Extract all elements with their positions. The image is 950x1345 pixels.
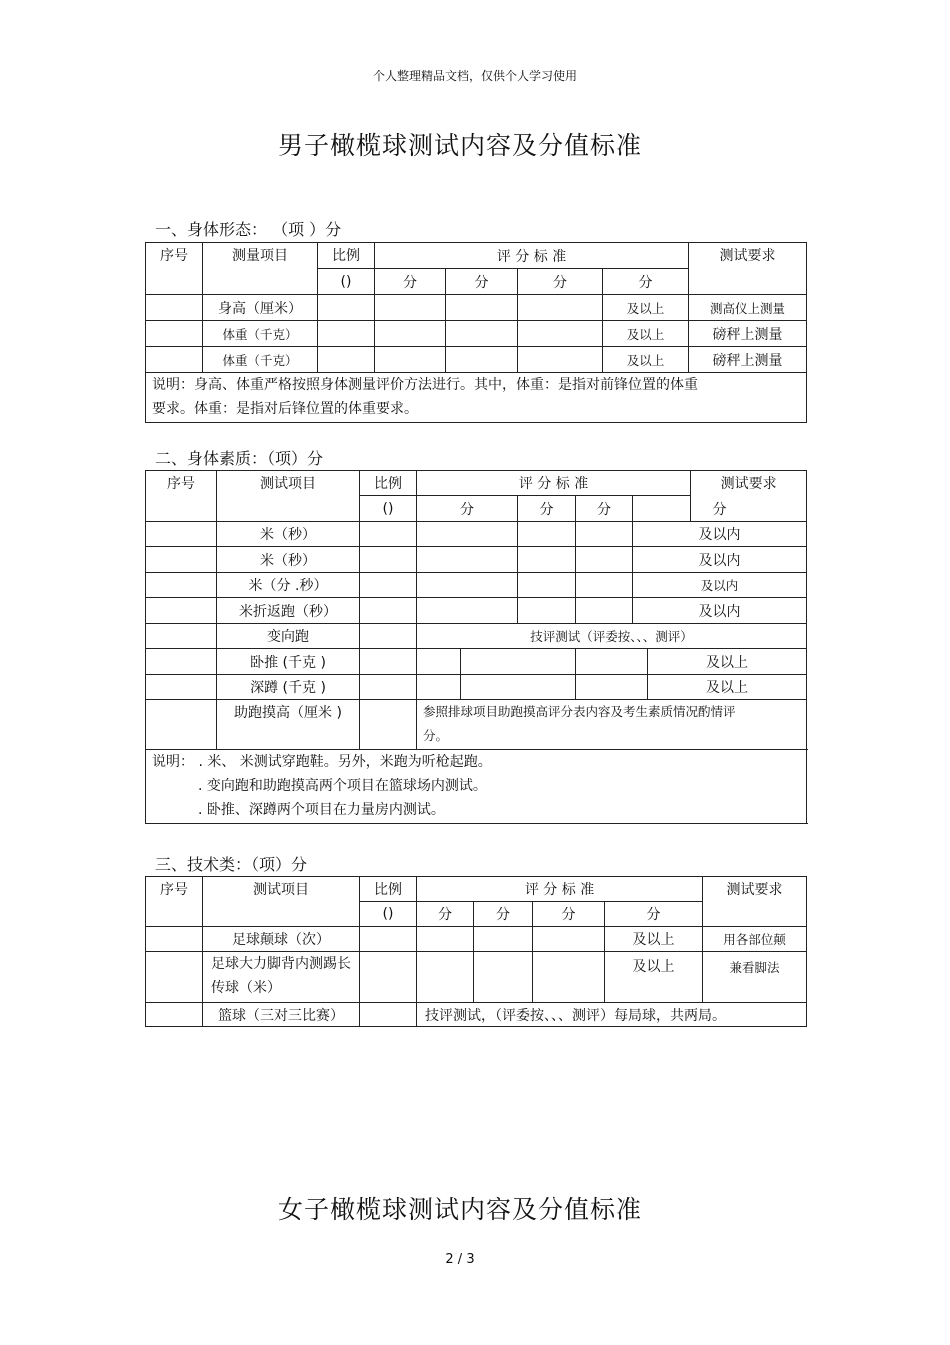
page-number: 2 / 3 xyxy=(445,1252,475,1267)
item-cell: 米（秒） xyxy=(217,522,360,547)
item-cell: 变向跑 xyxy=(217,624,360,649)
header-requirement: 测试要求 xyxy=(691,471,807,522)
header-no: 序号 xyxy=(146,471,217,522)
note-line: . 变向跑和助跑摸高两个项目在篮球场内测试。 xyxy=(198,778,487,794)
item-cell: 米（分 .秒） xyxy=(217,573,360,598)
table-row xyxy=(146,952,807,1003)
header-standard: 评 分 标 准 xyxy=(417,877,703,902)
table-row xyxy=(146,700,807,750)
table-row xyxy=(146,649,807,675)
table-row xyxy=(146,522,807,547)
table-row xyxy=(146,321,807,347)
header-standard: 评 分 标 准 xyxy=(375,243,689,269)
header-score: 分 xyxy=(518,269,603,295)
threshold-cell: 及以上 xyxy=(603,347,689,373)
threshold-cell: 及以内 xyxy=(633,522,807,547)
header-ratio: 比例 xyxy=(360,471,417,496)
item-cell: 足球大力脚背内测踢长传球（米） xyxy=(203,952,360,1003)
threshold-cell: 及以内 xyxy=(633,547,807,573)
header-ratio: 比例 xyxy=(318,243,375,269)
threshold-cell: 及以内 xyxy=(633,573,807,598)
header-item: 测试项目 xyxy=(203,877,360,927)
note-line: 说明：身高、体重严格按照身体测量评价方法进行。其中，体重：是指对前锋位置的体重 xyxy=(152,377,698,393)
header-requirement: 测试要求 xyxy=(689,243,807,295)
header-score: 分 xyxy=(474,902,533,927)
evaluation-cell: 参照排球项目助跑摸高评分表内容及考生素质情况酌情评分。 xyxy=(417,700,807,750)
table-row xyxy=(146,624,807,649)
header-requirement: 测试要求 xyxy=(703,877,807,927)
header-score: 分 xyxy=(603,269,689,295)
technical-table xyxy=(145,876,807,1027)
header-score: 分 xyxy=(375,269,446,295)
table-row xyxy=(146,598,807,624)
table-row xyxy=(146,573,807,598)
header-ratio-unit: () xyxy=(360,902,417,927)
threshold-cell: 及以上 xyxy=(603,321,689,347)
item-cell: 米折返跑（秒） xyxy=(217,598,360,624)
table-row xyxy=(146,927,807,952)
item-cell: 篮球（三对三比赛） xyxy=(203,1003,360,1027)
requirement-cell: 测高仪上测量 xyxy=(689,295,807,321)
header-score: 分 xyxy=(446,269,518,295)
header-score: 分 xyxy=(633,496,807,522)
requirement-cell: 兼看脚法 xyxy=(703,952,807,1003)
item-cell: 助跑摸高（厘米 ) xyxy=(217,700,360,750)
header-ratio-unit: () xyxy=(318,269,375,295)
table-row xyxy=(146,1003,807,1027)
table-row xyxy=(146,347,807,373)
header-item: 测量项目 xyxy=(203,243,318,295)
item-cell: 体重（千克） xyxy=(203,321,318,347)
threshold-cell: 及以上 xyxy=(648,675,807,700)
women-title: 女子橄榄球测试内容及分值标准 xyxy=(277,1195,642,1224)
physical-fitness-table xyxy=(145,470,807,824)
header-ratio-unit: () xyxy=(360,496,417,522)
table-row xyxy=(146,295,807,321)
requirement-cell: 用各部位颠 xyxy=(703,927,807,952)
section1-note xyxy=(146,373,807,423)
table-row xyxy=(146,675,807,700)
header-score: 分 xyxy=(576,496,633,522)
item-cell: 深蹲 (千克 ) xyxy=(217,675,360,700)
header-score: 分 xyxy=(417,496,518,522)
section3-heading: 三、技术类：（项）分 xyxy=(155,855,308,874)
header-score: 分 xyxy=(533,902,605,927)
note-line: 要求。体重：是指对后锋位置的体重要求。 xyxy=(152,401,418,417)
header-no: 序号 xyxy=(146,877,203,927)
men-title: 男子橄榄球测试内容及分值标准 xyxy=(277,131,642,160)
threshold-cell: 及以上 xyxy=(605,952,703,1003)
threshold-cell: 及以上 xyxy=(605,927,703,952)
evaluation-cell: 技评测试，（评委按、、、测评）每局球，共两局。 xyxy=(417,1003,807,1027)
item-cell: 米（秒） xyxy=(217,547,360,573)
requirement-cell: 磅秤上测量 xyxy=(689,347,807,373)
threshold-cell: 及以内 xyxy=(633,598,807,624)
page-header: 个人整理精品文档，仅供个人学习使用 xyxy=(372,69,577,83)
header-no: 序号 xyxy=(146,243,203,295)
header-ratio: 比例 xyxy=(360,877,417,902)
body-shape-table xyxy=(145,242,807,423)
header-item: 测试项目 xyxy=(217,471,360,522)
item-cell: 身高（厘米） xyxy=(203,295,318,321)
header-score: 分 xyxy=(417,902,474,927)
table-row xyxy=(146,547,807,573)
threshold-cell: 及以上 xyxy=(603,295,689,321)
evaluation-cell: 技评测试（评委按、、、测评） xyxy=(417,624,807,649)
section1-heading: 一、身体形态： （项 ）分 xyxy=(155,220,342,239)
header-score: 分 xyxy=(605,902,703,927)
header-score: 分 xyxy=(518,496,576,522)
threshold-cell: 及以上 xyxy=(648,649,807,675)
item-cell: 足球颠球（次） xyxy=(203,927,360,952)
section2-heading: 二、身体素质：（项）分 xyxy=(155,449,324,468)
note-line: 说明： . 米、 米测试穿跑鞋。另外，米跑为听枪起跑。 xyxy=(152,754,492,770)
header-standard: 评 分 标 准 xyxy=(417,471,691,496)
note-line: . 卧推、深蹲两个项目在力量房内测试。 xyxy=(198,802,445,818)
requirement-cell: 磅秤上测量 xyxy=(689,321,807,347)
item-cell: 体重（千克） xyxy=(203,347,318,373)
section2-note xyxy=(146,750,807,824)
item-cell: 卧推 (千克 ) xyxy=(217,649,360,675)
